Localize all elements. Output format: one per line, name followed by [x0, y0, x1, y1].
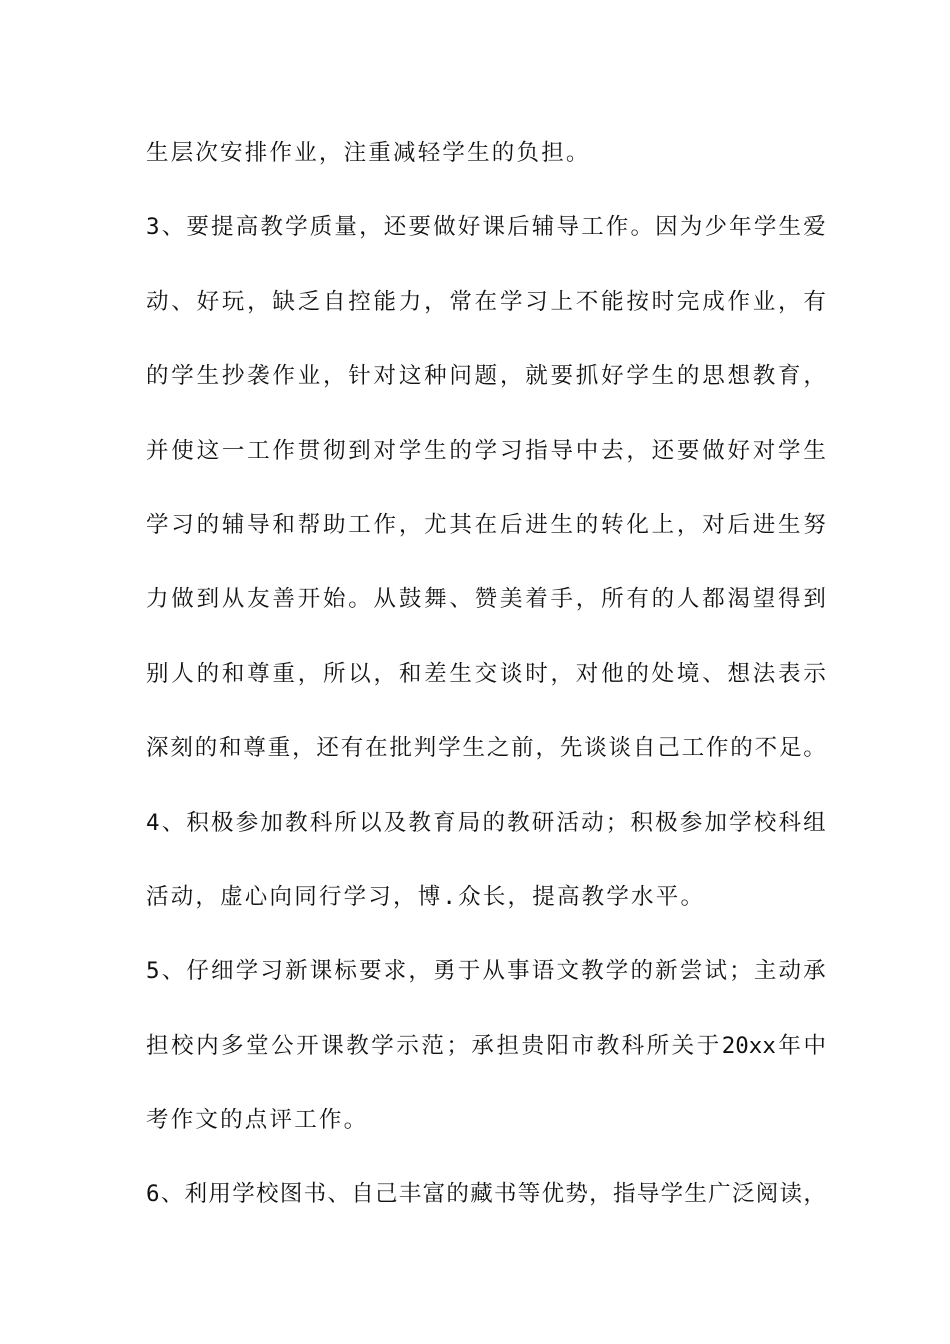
text-line: 别 人 的 和 尊 重 ， 所 以 ， 和 差 生 交 谈 时 ， 对 他 的 处 境 、 想 法 表 示	[146, 660, 826, 687]
text-line: 生层次安排作业，注重减轻学生的负担。	[146, 140, 591, 166]
text-line: 担 校 内 多 堂 公 开 课 教 学 示 范 ； 承 担 贵 阳 市 教 科 所 关 于 20xx 年 中	[146, 1032, 826, 1059]
text-line: 5 、 仔 细 学 习 新 课 标 要 求 ， 勇 于 从 事 语 文 教 学 的 新 尝 试 ； 主 动 承	[146, 958, 826, 985]
text-line: 深 刻 的 和 尊 重 ， 还 有 在 批 判 学 生 之 前 ， 先 谈 谈 自 己 工 作 的 不 足 。	[146, 735, 826, 762]
text-line: 力 做 到 从 友 善 开 始 。 从 鼓 舞 、 赞 美 着 手 ， 所 有 的 人 都 渴 望 得 到	[146, 586, 826, 613]
text-line: 活动，虚心向同行学习，博.众长，提高教学水平。	[146, 883, 706, 910]
text-line: 6 、 利 用 学 校 图 书 、 自 己 丰 富 的 藏 书 等 优 势 ， 指 导 学 生 广 泛 阅 读 ，	[146, 1181, 826, 1208]
text-line: 4 、 积 极 参 加 教 科 所 以 及 教 育 局 的 教 研 活 动 ； 积 极 参 加 学 校 科 组	[146, 809, 826, 836]
text-line: 考作文的点评工作。	[146, 1107, 369, 1134]
text-line: 3 、 要 提 高 教 学 质 量 ， 还 要 做 好 课 后 辅 导 工 作 。 因 为 少 年 学 生 爱	[146, 214, 826, 241]
text-line: 动 、 好 玩 ， 缺 乏 自 控 能 力 ， 常 在 学 习 上 不 能 按 时 完 成 作 业 ， 有	[146, 288, 826, 315]
body-text	[146, 128, 826, 1244]
text-line: 并 使 这 一 工 作 贯 彻 到 对 学 生 的 学 习 指 导 中 去 ， 还 要 做 好 对 学 生	[146, 437, 826, 464]
text-line: 的 学 生 抄 袭 作 业 ， 针 对 这 种 问 题 ， 就 要 抓 好 学 生 的 思 想 教 育 ，	[146, 363, 826, 390]
text-line: 学 习 的 辅 导 和 帮 助 工 作 ， 尤 其 在 后 进 生 的 转 化 上 ， 对 后 进 生 努	[146, 511, 826, 538]
